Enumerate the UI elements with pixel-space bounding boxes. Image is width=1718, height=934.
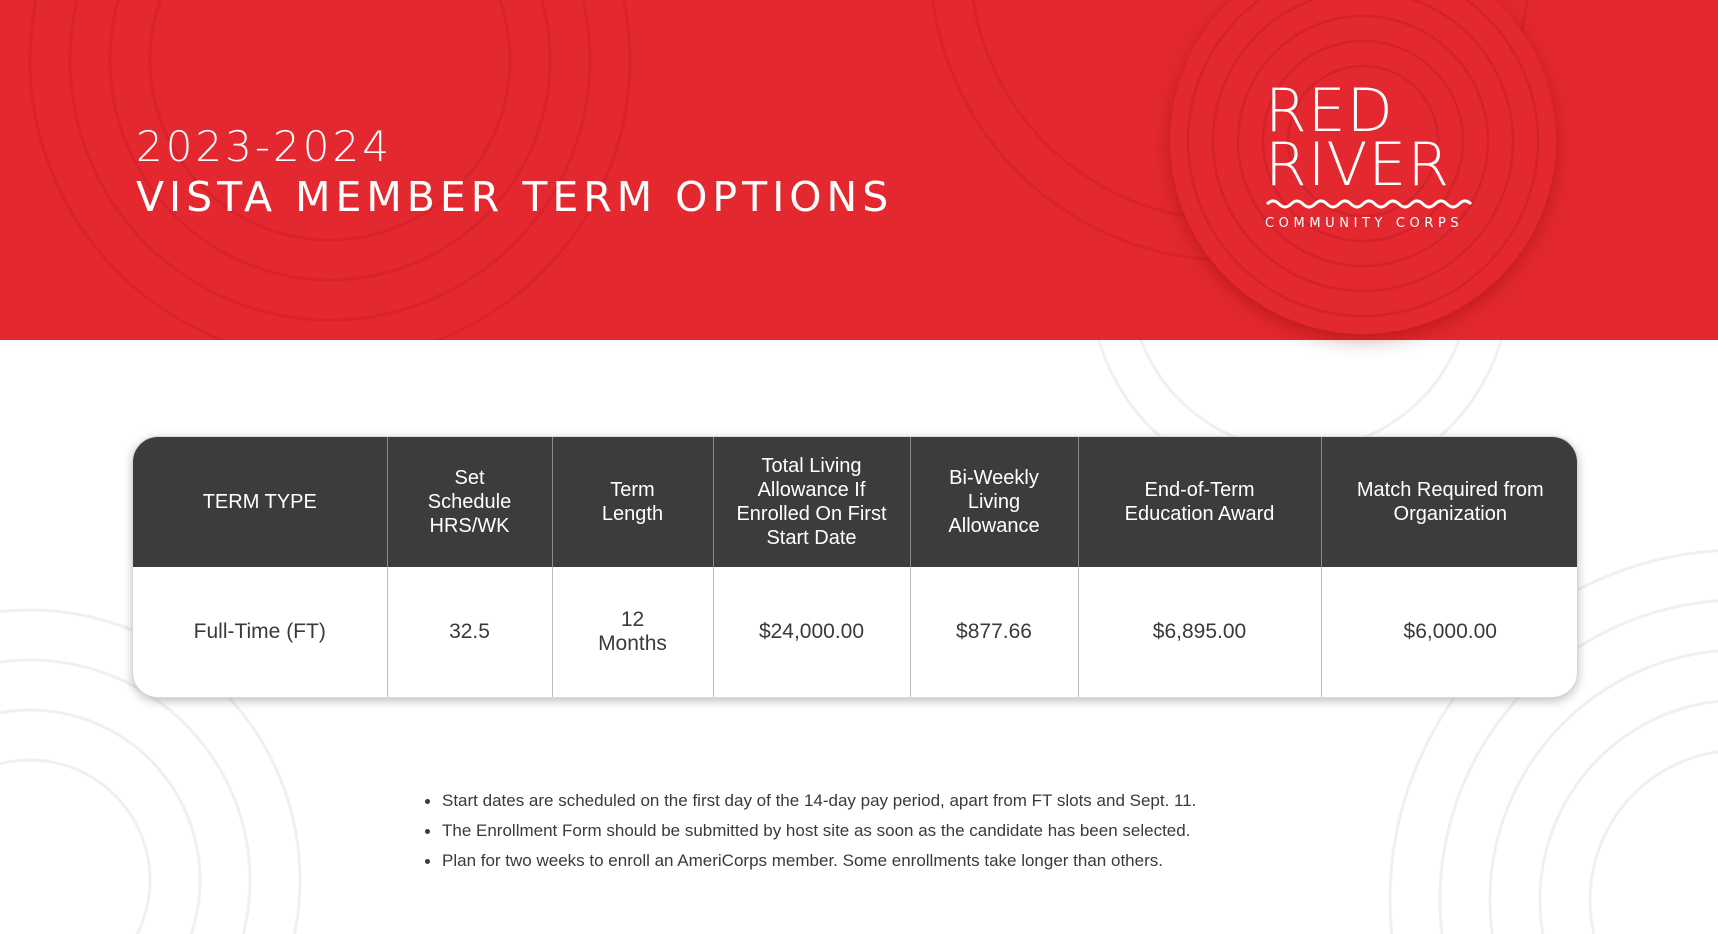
list-item: Start dates are scheduled on the first day of the 14-day pay period, apart from FT slots and Sept. 11. bbox=[424, 786, 1196, 816]
title-main: VISTA MEMBER TERM OPTIONS bbox=[136, 173, 894, 221]
column-header: Term Length bbox=[552, 437, 713, 567]
notes-list bbox=[424, 786, 1196, 876]
table-cell: $877.66 bbox=[910, 567, 1078, 697]
table-header-row bbox=[133, 437, 1578, 567]
column-header: Match Required from Organization bbox=[1321, 437, 1578, 567]
logo bbox=[1265, 76, 1477, 231]
logo-tagline: COMMUNITY CORPS bbox=[1265, 216, 1464, 231]
table-cell: $6,000.00 bbox=[1403, 620, 1497, 643]
term-options-table bbox=[132, 436, 1578, 698]
logo-word-river: RIVER bbox=[1265, 130, 1451, 200]
table-cell: 32.5 bbox=[387, 567, 552, 697]
table-cell: $6,895.00 bbox=[1078, 567, 1321, 697]
column-header: End-of-Term Education Award bbox=[1078, 437, 1321, 567]
list-item: The Enrollment Form should be submitted by host site as soon as the candidate has been selected. bbox=[424, 816, 1196, 846]
column-header: Set Schedule HRS/WK bbox=[387, 437, 552, 567]
table-cell: Full-Time (FT) bbox=[133, 567, 387, 697]
table-cell: $24,000.00 bbox=[713, 567, 910, 697]
list-item: Plan for two weeks to enroll an AmeriCorps member. Some enrollments take longer than others. bbox=[424, 846, 1196, 876]
column-header: Bi-Weekly Living Allowance bbox=[910, 437, 1078, 567]
column-header: Total Living Allowance If Enrolled On First Start Date bbox=[713, 437, 910, 567]
column-header: TERM TYPE bbox=[133, 437, 387, 567]
table-cell: 12 Months bbox=[552, 567, 713, 697]
table-row bbox=[133, 567, 1578, 697]
title-year: 2023-2024 bbox=[136, 122, 392, 171]
page-title bbox=[136, 122, 893, 222]
logo-word-red: RED bbox=[1265, 76, 1394, 146]
